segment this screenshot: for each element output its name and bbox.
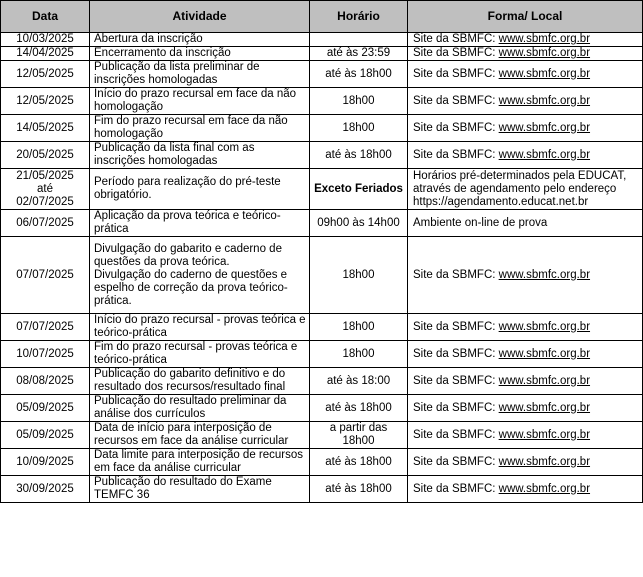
activity-cell: Fim do prazo recursal em face da não homologação [90,115,310,142]
location-link[interactable]: www.sbmfc.org.br [498,33,591,45]
location-text: Site da SBMFC: [413,47,499,59]
activity-cell: Início do prazo recursal - provas teórica e teórico-prática [90,314,310,341]
location-link[interactable]: www.sbmfc.org.br [498,455,591,468]
activity-cell: Abertura da inscrição [90,33,310,47]
date-cell: 08/08/2025 [1,368,90,395]
time-cell: a partir das 18h00 [310,422,408,449]
location-cell [408,476,643,503]
activity-cell: Data limite para interposição de recursos em face da análise curricular [90,449,310,476]
location-text: Site da SBMFC: [413,320,499,333]
location-text: Site da SBMFC: [413,347,499,360]
location-link[interactable]: www.sbmfc.org.br [498,482,591,495]
date-cell: 07/07/2025 [1,314,90,341]
table-row [1,314,643,341]
time-cell: até às 18h00 [310,395,408,422]
time-cell: até às 18h00 [310,61,408,88]
location-cell [408,368,643,395]
date-cell: 21/05/2025 até 02/07/2025 [1,169,90,210]
table-row [1,422,643,449]
location-link[interactable]: www.sbmfc.org.br [498,94,591,107]
location-link[interactable]: www.sbmfc.org.br [498,347,591,360]
location-link[interactable]: www.sbmfc.org.br [498,374,591,387]
location-link[interactable]: www.sbmfc.org.br [498,47,591,59]
location-cell [408,341,643,368]
activity-cell: Data de início para interposição de recursos em face da análise curricular [90,422,310,449]
date-cell: 10/07/2025 [1,341,90,368]
date-cell: 07/07/2025 [1,237,90,314]
table-row [1,341,643,368]
location-text: Site da SBMFC: [413,482,499,495]
time-cell: até às 18h00 [310,476,408,503]
activity-cell: Início do prazo recursal em face da não homologação [90,88,310,115]
header-row [1,1,643,33]
date-cell: 06/07/2025 [1,210,90,237]
location-text: Site da SBMFC: [413,33,499,45]
time-cell: 18h00 [310,237,408,314]
time-cell: 18h00 [310,314,408,341]
location-text: Site da SBMFC: [413,455,499,468]
location-cell [408,142,643,169]
date-cell: 14/04/2025 [1,47,90,61]
location-text: Site da SBMFC: [413,268,499,281]
time-cell: até às 18h00 [310,449,408,476]
activity-cell: Encerramento da inscrição [90,47,310,61]
time-cell: 18h00 [310,341,408,368]
table-row [1,169,643,210]
time-cell: Exceto Feriados [310,169,408,210]
location-link[interactable]: www.sbmfc.org.br [498,320,591,333]
header-time: Horário [310,1,408,33]
activity-cell: Publicação do resultado preliminar da análise dos currículos [90,395,310,422]
location-text: Horários pré-determinados pela EDUCAT, através de agendamento pelo endereço https://agendamento.educat.net.br [413,169,627,208]
table-row [1,395,643,422]
location-link[interactable]: www.sbmfc.org.br [498,67,591,80]
location-cell [408,61,643,88]
header-activity: Atividade [90,1,310,33]
activity-cell: Período para realização do pré-teste obrigatório. [90,169,310,210]
location-cell [408,314,643,341]
date-cell: 10/09/2025 [1,449,90,476]
location-cell [408,237,643,314]
table-row [1,61,643,88]
location-text: Ambiente on-line de prova [413,216,548,229]
date-cell: 12/05/2025 [1,88,90,115]
date-cell: 05/09/2025 [1,395,90,422]
location-text: Site da SBMFC: [413,94,499,107]
table-row [1,237,643,314]
location-cell [408,88,643,115]
table-row [1,142,643,169]
location-cell [408,395,643,422]
header-location: Forma/ Local [408,1,643,33]
date-cell: 05/09/2025 [1,422,90,449]
time-cell: até às 18h00 [310,142,408,169]
activity-cell: Publicação da lista final com as inscrições homologadas [90,142,310,169]
table-row [1,449,643,476]
location-cell [408,115,643,142]
location-link[interactable]: www.sbmfc.org.br [498,268,591,281]
table-row [1,368,643,395]
activity-cell: Fim do prazo recursal - provas teórica e teórico-prática [90,341,310,368]
date-cell: 12/05/2025 [1,61,90,88]
location-link[interactable]: www.sbmfc.org.br [498,148,591,161]
location-text: Site da SBMFC: [413,121,499,134]
table-row [1,476,643,503]
time-cell [310,33,408,47]
location-link[interactable]: www.sbmfc.org.br [498,428,591,441]
location-text: Site da SBMFC: [413,401,499,414]
header-date: Data [1,1,90,33]
table-row [1,47,643,61]
location-text: Site da SBMFC: [413,67,499,80]
table-row [1,88,643,115]
location-cell [408,33,643,47]
table-row [1,33,643,47]
time-cell: 18h00 [310,115,408,142]
location-link[interactable]: www.sbmfc.org.br [498,401,591,414]
location-text: Site da SBMFC: [413,148,499,161]
activity-cell: Publicação do gabarito definitivo e do resultado dos recursos/resultado final [90,368,310,395]
location-text: Site da SBMFC: [413,374,499,387]
table-row [1,210,643,237]
location-cell [408,449,643,476]
activity-cell: Publicação da lista preliminar de inscrições homologadas [90,61,310,88]
time-cell: 18h00 [310,88,408,115]
location-cell [408,47,643,61]
activity-cell: Aplicação da prova teórica e teórico-prática [90,210,310,237]
table-row [1,115,643,142]
date-cell: 30/09/2025 [1,476,90,503]
time-cell: 09h00 às 14h00 [310,210,408,237]
location-cell [408,210,643,237]
activity-cell: Divulgação do gabarito e caderno de questões da prova teórica. Divulgação do caderno de questões e espelho de correção da prova teórico-prática. [90,237,310,314]
location-cell [408,422,643,449]
time-cell: até às 23:59 [310,47,408,61]
location-cell [408,169,643,210]
time-cell: até às 18:00 [310,368,408,395]
date-cell: 10/03/2025 [1,33,90,47]
activity-cell: Publicação do resultado do Exame TEMFC 36 [90,476,310,503]
date-cell: 14/05/2025 [1,115,90,142]
location-text: Site da SBMFC: [413,428,499,441]
location-link[interactable]: www.sbmfc.org.br [498,121,591,134]
date-cell: 20/05/2025 [1,142,90,169]
